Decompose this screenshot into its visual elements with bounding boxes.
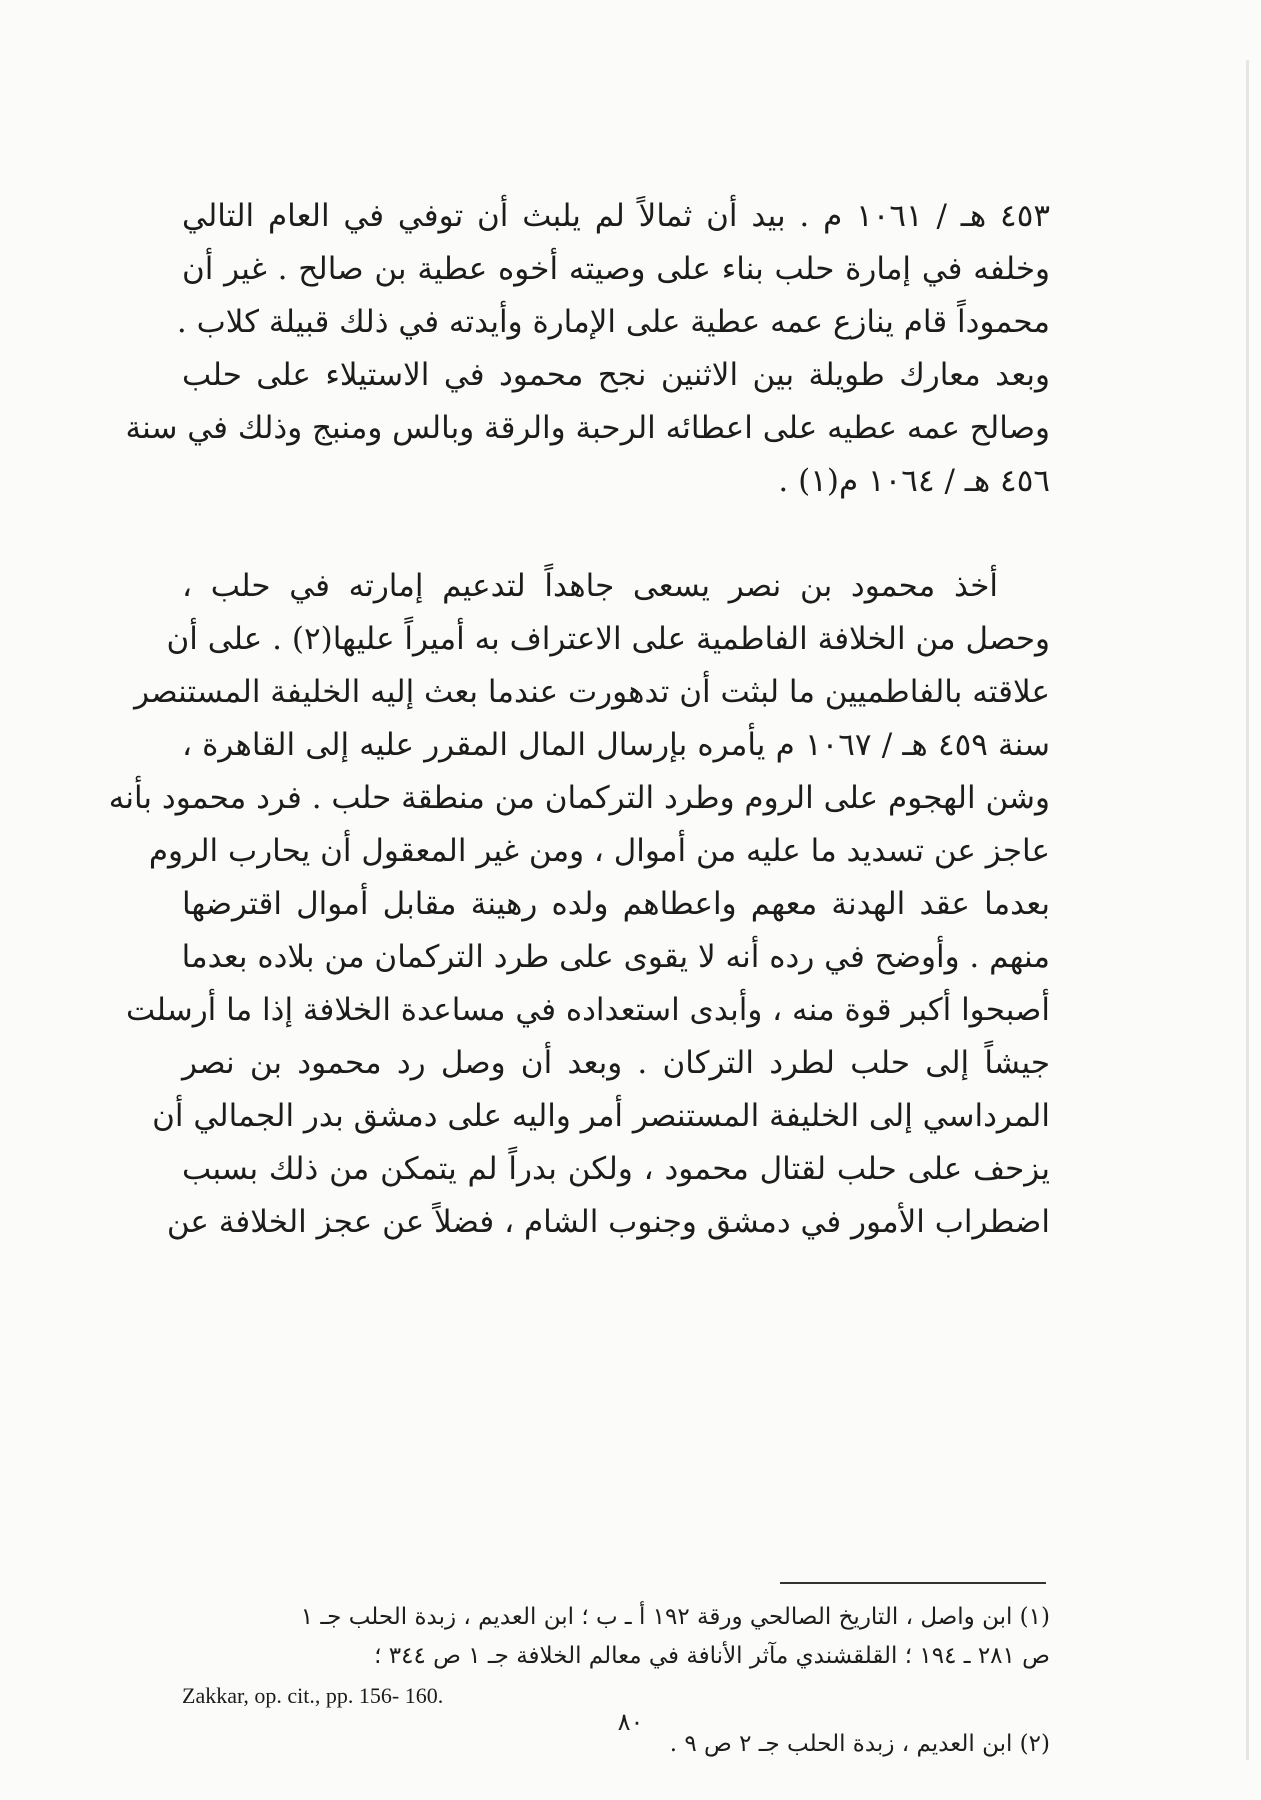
text-line: منهم . وأوضح في رده أنه لا يقوى على طرد التركمان من بلاده بعدما <box>181 939 1050 975</box>
text-line: أصبحوا أكبر قوة منه ، وأبدى استعداده في مساعدة الخلافة إذا ما أرسلت <box>126 992 1050 1028</box>
text-line: وبعد معارك طويلة بين الاثنين نجح محمود في الاستيلاء على حلب <box>182 357 1050 393</box>
text-line: أخذ محمود بن نصر يسعى جاهداً لتدعيم إمارته في حلب ، <box>182 568 998 604</box>
text-line: وخلفه في إمارة حلب بناء على وصيته أخوه عطية بن صالح . غير أن <box>182 251 1050 287</box>
text-line: علاقته بالفاطميين ما لبثت أن تدهورت عندما بعث إليه الخليفة المستنصر <box>134 674 1050 710</box>
text-line: المرداسي إلى الخليفة المستنصر أمر واليه على دمشق بدر الجمالي أن <box>152 1098 1050 1134</box>
text-line: جيشاً إلى حلب لطرد التركان . وبعد أن وصل رد محمود بن نصر <box>182 1045 1050 1081</box>
text-line: وصالح عمه عطيه على اعطائه الرحبة والرقة وبالس ومنبج وذلك في سنة <box>125 410 1050 446</box>
main-text <box>108 190 1051 1249</box>
text-line: عاجز عن تسديد ما عليه من أموال ، ومن غير المعقول أن يحارب الروم <box>148 833 1050 869</box>
text-line: سنة ٤٥٩ هـ / ١٠٦٧ م يأمره بإرسال المال المقرر عليه إلى القاهرة ، <box>182 727 1051 763</box>
text-line: اضطراب الأمور في دمشق وجنوب الشام ، فضلاً عن عجز الخلافة عن <box>166 1204 1050 1240</box>
page-number: ٨٠ <box>617 1708 644 1736</box>
text-line: يزحف على حلب لقتال محمود ، ولكن بدراً لم يتمكن من ذلك بسبب <box>182 1151 1050 1187</box>
text-line: محموداً قام ينازع عمه عطية على الإمارة وأيدته في ذلك قبيلة كلاب . <box>176 304 1050 340</box>
text-line: بعدما عقد الهدنة معهم واعطاهم ولده رهينة مقابل أموال اقترضها <box>182 886 1050 922</box>
text-line: وشن الهجوم على الروم وطرد التركمان من منطقة حلب . فرد محمود بأنه <box>108 780 1050 816</box>
footnote-1-line-1: (١) ابن واصل ، التاريخ الصالحي ورقة ١٩٢ أ ـ ب ؛ ابن العديم ، زبدة الحلب جـ ١ <box>300 1604 1050 1630</box>
text-line: وحصل من الخلافة الفاطمية على الاعتراف به أميراً عليها(٢) . على أن <box>166 621 1050 657</box>
text-line: ٤٥٣ هـ / ١٠٦١ م . بيد أن ثمالاً لم يلبث أن توفي في العام التالي <box>182 198 1050 234</box>
text-line: ٤٥٦ هـ / ١٠٦٤ م(١) . <box>778 463 1050 499</box>
footnote-2: (٢) ابن العديم ، زبدة الحلب جـ ٢ ص ٩ . <box>669 1731 1050 1757</box>
footnote-1-line-2: ص ٢٨١ ـ ١٩٤ ؛ القلقشندي مآثر الأنافة في معالم الخلافة جـ ١ ص ٣٤٤ ؛ <box>374 1643 1050 1669</box>
footnote-1-latin-reference: Zakkar, op. cit., pp. 156- 160. <box>182 1683 444 1708</box>
page-edge-shadow <box>1246 60 1249 1760</box>
footnotes <box>182 1598 1050 1764</box>
paragraph-1 <box>125 190 1050 508</box>
paragraph-2 <box>108 560 1051 1249</box>
footnote-divider <box>780 1582 1046 1584</box>
paragraph-gap <box>182 508 1050 560</box>
